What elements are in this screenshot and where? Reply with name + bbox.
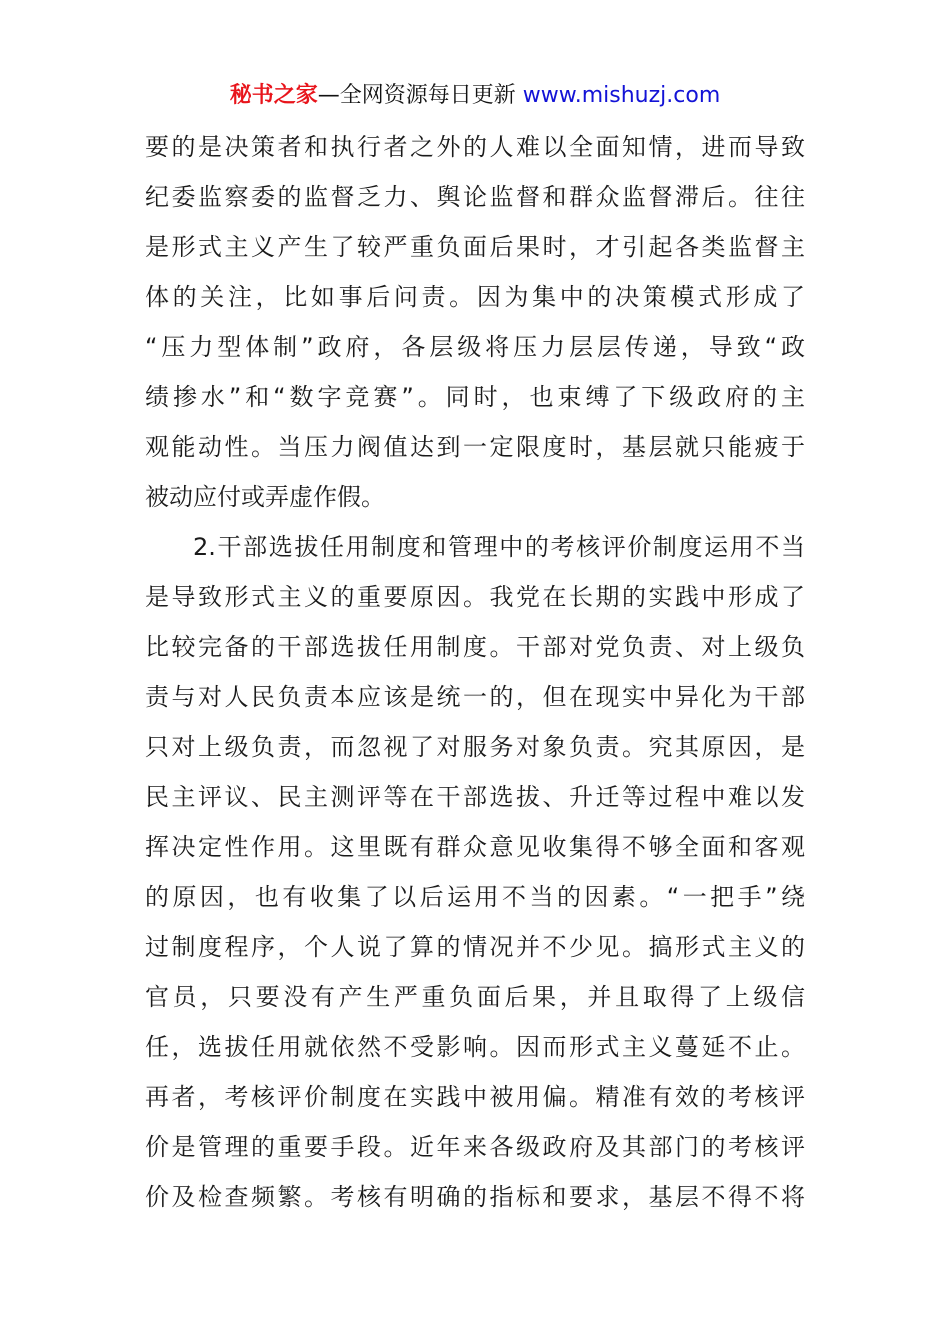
body-text xyxy=(145,122,805,1222)
text-line: 官员，只要没有产生严重负面后果，并且取得了上级信 xyxy=(145,983,805,1011)
text-line: 被动应付或弄虚作假。 xyxy=(145,483,385,511)
text-line: 挥决定性作用。这里既有群众意见收集得不够全面和客观 xyxy=(145,833,805,861)
text-line: 再者，考核评价制度在实践中被用偏。精准有效的考核评 xyxy=(145,1083,805,1111)
text-line: 比较完备的干部选拔任用制度。干部对党负责、对上级负 xyxy=(145,633,805,661)
text-line: 是导致形式主义的重要原因。我党在长期的实践中形成了 xyxy=(145,583,805,611)
text-line: 价是管理的重要手段。近年来各级政府及其部门的考核评 xyxy=(145,1133,805,1161)
text-line: 2.干部选拔任用制度和管理中的考核评价制度运用不当 xyxy=(193,533,805,561)
header-brand: 秘书之家 xyxy=(229,83,318,108)
text-line: 是形式主义产生了较严重负面后果时，才引起各类监督主 xyxy=(145,233,805,261)
text-line: 责与对人民负责本应该是统一的，但在现实中异化为干部 xyxy=(145,683,805,711)
header-tagline: —全网资源每日更新 xyxy=(317,83,516,108)
text-line: 体的关注，比如事后问责。因为集中的决策模式形成了 xyxy=(145,283,805,311)
text-line: 的原因，也有收集了以后运用不当的因素。“一把手”绕 xyxy=(145,883,805,911)
paragraph-2 xyxy=(145,522,805,1222)
page-header xyxy=(0,80,950,112)
text-line: 任，选拔任用就依然不受影响。因而形式主义蔓延不止。 xyxy=(145,1033,805,1061)
text-line: 绩掺水”和“数字竞赛”。同时，也束缚了下级政府的主 xyxy=(145,383,805,411)
text-line: 只对上级负责，而忽视了对服务对象负责。究其原因，是 xyxy=(145,733,805,761)
text-line: 纪委监察委的监督乏力、舆论监督和群众监督滞后。往往 xyxy=(145,183,805,211)
text-line: 民主评议、民主测评等在干部选拔、升迁等过程中难以发 xyxy=(145,783,805,811)
text-line: 过制度程序，个人说了算的情况并不少见。搞形式主义的 xyxy=(145,933,805,961)
paragraph-1 xyxy=(145,122,805,522)
header-url-link[interactable]: www.mishuzj.com xyxy=(522,83,721,108)
text-line: 要的是决策者和执行者之外的人难以全面知情，进而导致 xyxy=(145,133,805,161)
text-line: 观能动性。当压力阀值达到一定限度时，基层就只能疲于 xyxy=(145,433,805,461)
text-line: 价及检查频繁。考核有明确的指标和要求，基层不得不将 xyxy=(145,1183,805,1211)
text-line: “压力型体制”政府，各层级将压力层层传递，导致“政 xyxy=(145,333,805,361)
